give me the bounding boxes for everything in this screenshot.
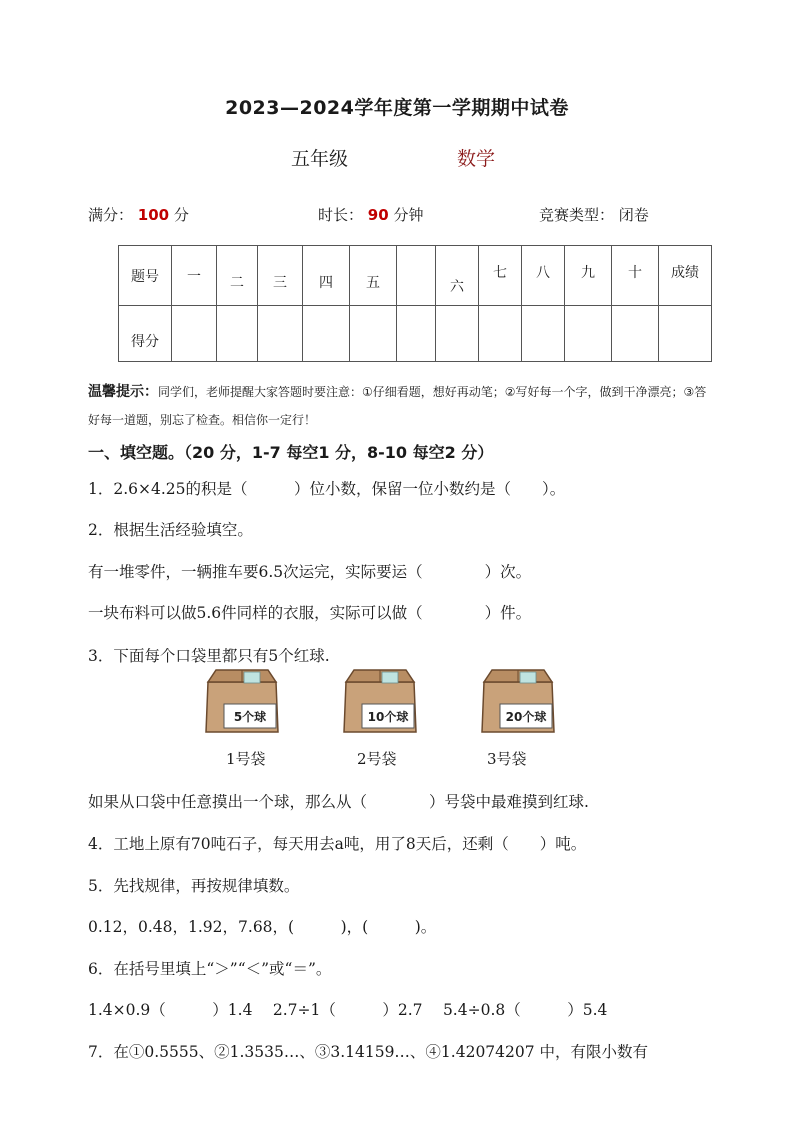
bag-tag: 5个球 bbox=[233, 710, 267, 724]
score-cell bbox=[397, 246, 436, 306]
duration-unit: 分钟 bbox=[393, 206, 424, 224]
bag-2-label: 2号袋 bbox=[357, 750, 397, 768]
bag-tag: 10个球 bbox=[367, 710, 409, 724]
score-entry-cell bbox=[612, 306, 659, 362]
score-entry-cell bbox=[258, 306, 303, 362]
full-score-value: 100 bbox=[137, 206, 170, 224]
exam-type-label: 竞赛类型： bbox=[539, 206, 615, 224]
score-cell: 二 bbox=[217, 246, 258, 306]
question-4: 4．工地上原有70吨石子，每天用去a吨，用了8天后，还剩（ ）吨。 bbox=[88, 835, 587, 853]
question-6: 6．在括号里填上“＞”“＜”或“＝”。 bbox=[88, 960, 332, 978]
score-cell: 八 bbox=[522, 246, 565, 306]
score-cell: 三 bbox=[258, 246, 303, 306]
question-1: 1．2.6×4.25的积是（ ）位小数，保留一位小数约是（ ）。 bbox=[88, 480, 566, 498]
duration-value: 90 bbox=[367, 206, 389, 224]
score-entry-cell bbox=[436, 306, 479, 362]
bag-3-image bbox=[478, 668, 558, 738]
question-3: 3．下面每个口袋里都只有5个红球. bbox=[88, 647, 330, 665]
score-cell: 四 bbox=[303, 246, 350, 306]
score-entry-cell bbox=[217, 306, 258, 362]
score-row-label: 得分 bbox=[119, 306, 172, 362]
score-table bbox=[118, 245, 712, 362]
bag-3-label: 3号袋 bbox=[487, 750, 527, 768]
bag-tag: 20个球 bbox=[505, 710, 547, 724]
tip-text: 同学们，老师提醒大家答题时要注意：①仔细看题，想好再动笔；②写好每一个字，做到干净漂亮；③答好每一道题，别忘了检查。相信你一定行！ bbox=[88, 385, 707, 427]
bag-1-label: 1号袋 bbox=[226, 750, 266, 768]
question-2a: 有一堆零件，一辆推车要6.5次运完，实际要运（ ）次。 bbox=[88, 563, 532, 581]
exam-type bbox=[539, 204, 649, 225]
subject-label: 数学 bbox=[457, 148, 496, 170]
duration bbox=[318, 204, 423, 225]
score-cell: 六 bbox=[436, 246, 479, 306]
full-score-unit: 分 bbox=[173, 206, 189, 224]
exam-type-value: 闭卷 bbox=[618, 206, 649, 224]
score-cell: 一 bbox=[172, 246, 217, 306]
full-score-label: 满分： bbox=[88, 206, 134, 224]
tip-label: 温馨提示： bbox=[88, 384, 158, 400]
full-score bbox=[88, 204, 189, 225]
score-entry-cell bbox=[479, 306, 522, 362]
question-7: 7．在①0.5555、②1.3535…、③3.14159…、④1.42074207 中，有限小数有 bbox=[88, 1043, 649, 1061]
question-5b: 0.12，0.48，1.92，7.68，( )，( )。 bbox=[88, 918, 437, 936]
score-entry-cell bbox=[303, 306, 350, 362]
question-5: 5．先找规律，再按规律填数。 bbox=[88, 877, 300, 895]
score-table-header-row bbox=[119, 246, 712, 306]
score-cell: 十 bbox=[612, 246, 659, 306]
score-cell: 成绩 bbox=[659, 246, 712, 306]
question-2: 2．根据生活经验填空。 bbox=[88, 521, 253, 539]
score-entry-cell bbox=[522, 306, 565, 362]
score-entry-cell bbox=[565, 306, 612, 362]
score-cell: 五 bbox=[350, 246, 397, 306]
duration-label: 时长： bbox=[318, 206, 364, 224]
score-cell: 题号 bbox=[119, 246, 172, 306]
score-entry-cell bbox=[350, 306, 397, 362]
bag-2-image bbox=[340, 668, 420, 738]
score-entry-cell bbox=[172, 306, 217, 362]
score-entry-cell bbox=[397, 306, 436, 362]
score-table-score-row bbox=[119, 306, 712, 362]
section-heading: 一、填空题。（20 分，1-7 每空1 分，8-10 每空2 分） bbox=[88, 443, 494, 462]
exam-title: 2023—2024学年度第一学期期中试卷 bbox=[225, 97, 569, 119]
question-3b: 如果从口袋中任意摸出一个球，那么从（ ）号袋中最难摸到红球. bbox=[88, 793, 589, 811]
question-6b: 1.4×0.9（ ）1.4 2.7÷1（ ）2.7 5.4÷0.8（ ）5.4 bbox=[88, 1001, 608, 1019]
score-cell: 九 bbox=[565, 246, 612, 306]
bag-1-image bbox=[202, 668, 282, 738]
score-entry-cell bbox=[659, 306, 712, 362]
question-2b: 一块布料可以做5.6件同样的衣服，实际可以做（ ）件。 bbox=[88, 604, 532, 622]
score-cell: 七 bbox=[479, 246, 522, 306]
warm-tip bbox=[88, 378, 708, 434]
grade-label: 五年级 bbox=[291, 148, 349, 170]
